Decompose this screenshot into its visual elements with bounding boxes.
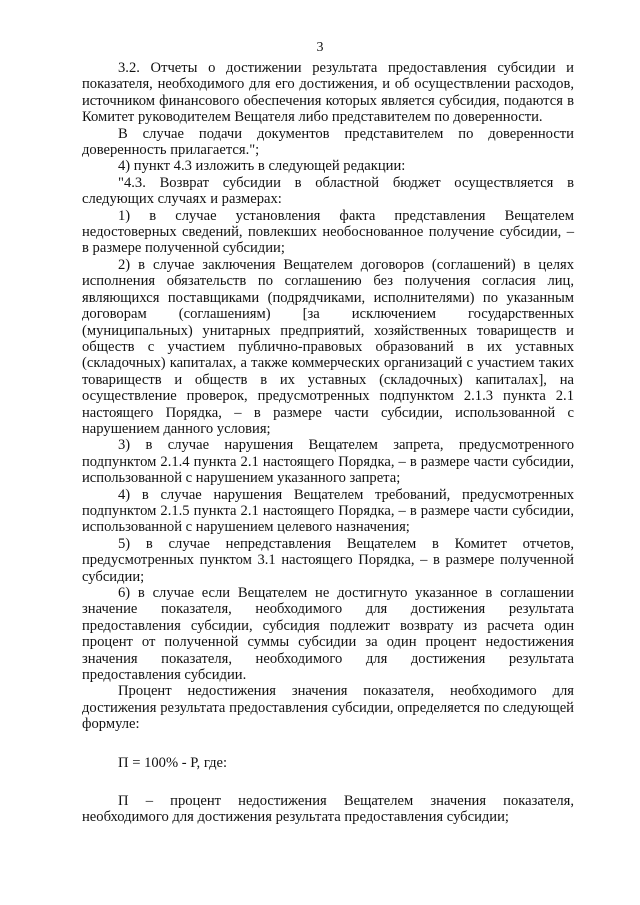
document-body (82, 60, 574, 826)
paragraph-4-3: "4.3. Возврат субсидии в областной бюджет осуществляется в следующих случаях и размерах: (82, 174, 574, 208)
paragraph-case-6: 6) в случае если Вещателем не достигнуто указанное в соглашении значение показателя, необходимого для достижения результата предоставления субсидии, субсидия подлежит возврату из расчета один процент от полученной суммы субсидии за один процент недостижения значения показателя, необходимого для достижения результата предоставления субсидии. (82, 585, 574, 684)
paragraph-item-4: 4) пункт 4.3 изложить в следующей редакции: (118, 158, 406, 175)
page-number: 3 (316, 40, 324, 55)
paragraph-case-3: 3) в случае нарушения Вещателем запрета, предусмотренного подпунктом 2.1.4 пункта 2.1 настоящего Порядка, – в размере части субсидии, использованной с нарушением указанного запрета; (82, 437, 574, 487)
paragraph-3-2: 3.2. Отчеты о достижении результата предоставления субсидии и показателя, необходимого для его достижения, и об осуществлении расходов, источником финансового обеспечения которых является субсидия, подаются в Комитет руководителем Вещателя либо представителем по доверенности. (82, 60, 574, 126)
paragraph-formula-intro: Процент недостижения значения показателя, необходимого для достижения результата предоставления субсидии, определяется по следующей формуле: (82, 683, 574, 733)
paragraph-case-2: 2) в случае заключения Вещателем договоров (соглашений) в целях исполнения обязательств по соглашению без получения согласия лиц, являющихся поставщиками (подрядчиками, исполнителями) по указанным договорам (соглашениям) [за исключением государственных (муниципальных) унитарных предприятий, хозяйственных товариществ и обществ с участием публично-правовых образований в их уставных (складочных) капиталах, а также коммерческих организаций с участием таких товариществ и обществ в их уставных (складочных) капиталах], на осуществление проверок, предусмотренных подпунктом 2.1.3 пункта 2.1 настоящего Порядка, – в размере части субсидии, использованной с нарушением данного условия; (82, 256, 574, 437)
paragraph-definition-p: П – процент недостижения Вещателем значения показателя, необходимого для достижения результата предоставления субсидии; (82, 793, 574, 826)
paragraph-proxy: В случае подачи документов представителем по доверенности доверенность прилагается."; (82, 125, 574, 159)
paragraph-case-5: 5) в случае непредставления Вещателем в Комитет отчетов, предусмотренных пунктом 3.1 настоящего Порядка, – в размере полученной субсидии; (82, 535, 574, 585)
formula: П = 100% - Р, где: (118, 754, 228, 771)
paragraph-case-4: 4) в случае нарушения Вещателем требований, предусмотренных подпунктом 2.1.5 пункта 2.1 настоящего Порядка, – в размере части субсидии, использованной с нарушением целевого назначения; (82, 486, 574, 536)
paragraph-case-1: 1) в случае установления факта представления Вещателем недостоверных сведений, повлекших необоснованное получение субсидии, – в размере полученной субсидии; (82, 207, 574, 257)
